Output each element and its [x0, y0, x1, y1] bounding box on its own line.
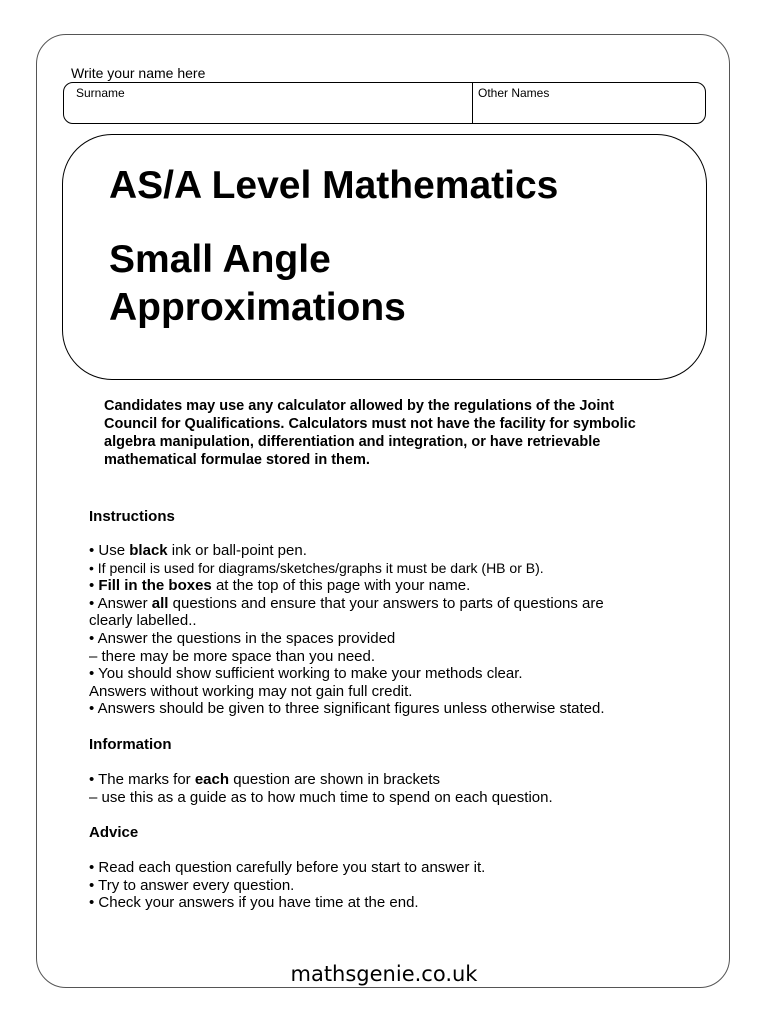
instructions-item-pre-text: • Use: [89, 542, 130, 559]
instructions-item-pre-text: Answers without working may not gain full credit.: [89, 682, 413, 700]
instructions-item-bold-text: black: [129, 542, 168, 559]
name-prompt: Write your name here: [71, 65, 206, 81]
advice-item: [89, 877, 689, 895]
instructions-item-pre-text: •: [89, 577, 99, 595]
instructions-item-pre-text: • Answer the questions in the spaces provided: [89, 629, 396, 647]
instructions-item: [89, 648, 689, 666]
instructions-item: [89, 665, 689, 683]
advice-item: [89, 894, 689, 912]
advice-list: [89, 859, 689, 912]
instructions-heading: Instructions: [89, 508, 175, 525]
instructions-item-pre-text: • Answers should be given to three significant figures unless otherwise stated.: [89, 700, 605, 718]
instructions-item: [89, 612, 689, 630]
instructions-item-pre-text: – there may be more space than you need.: [89, 647, 376, 665]
information-list: [89, 771, 689, 806]
instructions-list: [89, 542, 689, 718]
title-box: [62, 134, 707, 380]
instructions-item: [89, 683, 689, 701]
instructions-item: [89, 560, 689, 578]
instructions-item: [89, 595, 689, 613]
topic-title-line-2: Approximations: [109, 286, 406, 329]
instructions-item-bold-text: Fill in the boxes: [98, 577, 212, 595]
instructions-item-post-text: ink or ball-point pen.: [167, 542, 307, 559]
advice-item-pre-text: • Check your answers if you have time at the end.: [89, 894, 419, 912]
information-item: [89, 789, 689, 807]
instructions-item: [89, 542, 689, 560]
instructions-item-pre-text: • Answer: [89, 594, 152, 612]
instructions-item: [89, 700, 689, 718]
information-heading: Information: [89, 736, 172, 753]
instructions-item: [89, 577, 689, 595]
instructions-item-post-text: at the top of this page with your name.: [211, 577, 471, 595]
advice-heading: Advice: [89, 824, 139, 841]
name-box-divider: [472, 83, 473, 123]
advice-item-pre-text: • Try to answer every question.: [89, 876, 295, 894]
instructions-item-pre-text: clearly labelled..: [89, 612, 197, 630]
advice-item-pre-text: • Read each question carefully before you start to answer it.: [89, 859, 486, 876]
instructions-item-pre-text: • If pencil is used for diagrams/sketches/graphs it must be dark (HB or B).: [89, 559, 544, 576]
instructions-item: [89, 630, 689, 648]
information-item-pre-text: • The marks for: [89, 771, 195, 788]
information-item-bold-text: each: [194, 771, 230, 788]
name-box[interactable]: [63, 82, 706, 124]
instructions-item-bold-text: all: [151, 594, 169, 612]
instructions-item-post-text: questions and ensure that your answers to parts of questions are: [168, 594, 604, 612]
footer-site-name: mathsgenie.co.uk: [290, 962, 478, 986]
information-item-pre-text: – use this as a guide as to how much time to spend on each question.: [89, 788, 553, 806]
page-title: AS/A Level Mathematics: [109, 164, 559, 207]
other-names-field-label: Other Names: [478, 86, 550, 100]
topic-title-line-1: Small Angle: [109, 238, 331, 281]
instructions-item-pre-text: • You should show sufficient working to make your methods clear.: [89, 665, 523, 683]
surname-field-label: Surname: [76, 86, 125, 100]
advice-item: [89, 859, 689, 877]
calculator-note: Candidates may use any calculator allowed by the regulations of the Joint Council for Qualifications. Calculators must not have the facility for symbolic algebra manipulation, differentiation and integration, or have retrievable mathematical formulae stored in them.: [104, 398, 636, 468]
information-item: [89, 771, 689, 789]
information-item-post-text: question are shown in brackets: [229, 771, 440, 788]
